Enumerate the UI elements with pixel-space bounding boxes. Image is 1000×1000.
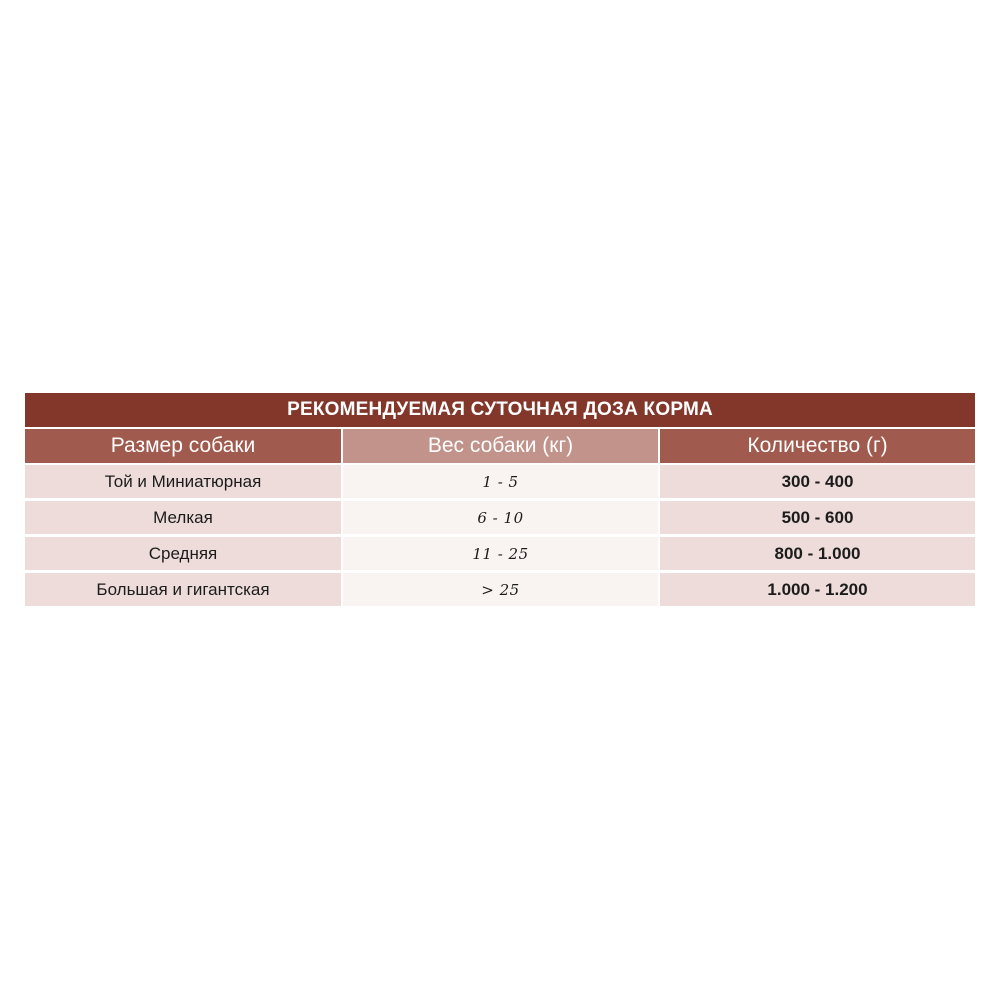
- dog-size-cell: Большая и гигантская: [25, 573, 341, 606]
- amount-cell: 300 - 400: [660, 465, 975, 498]
- feeding-table: [25, 393, 975, 606]
- header-dog-weight: Вес собаки (кг): [343, 429, 658, 463]
- dog-weight-cell: > 25: [343, 573, 658, 606]
- dog-size-cell: Мелкая: [25, 501, 341, 534]
- table-row: [25, 501, 975, 534]
- dog-size-cell: Той и Миниатюрная: [25, 465, 341, 498]
- amount-cell: 800 - 1.000: [660, 537, 975, 570]
- dog-weight-cell: 11 - 25: [343, 537, 658, 570]
- table-row: [25, 573, 975, 606]
- table-row: [25, 465, 975, 498]
- dog-weight-cell: 1 - 5: [343, 465, 658, 498]
- header-dog-size: Размер собаки: [25, 429, 341, 463]
- amount-cell: 500 - 600: [660, 501, 975, 534]
- dog-weight-cell: 6 - 10: [343, 501, 658, 534]
- table-title: РЕКОМЕНДУЕМАЯ СУТОЧНАЯ ДОЗА КОРМА: [25, 393, 975, 427]
- header-amount: Количество (г): [660, 429, 975, 463]
- dog-size-cell: Средняя: [25, 537, 341, 570]
- amount-cell: 1.000 - 1.200: [660, 573, 975, 606]
- table-row: [25, 537, 975, 570]
- table-header-row: [25, 429, 975, 463]
